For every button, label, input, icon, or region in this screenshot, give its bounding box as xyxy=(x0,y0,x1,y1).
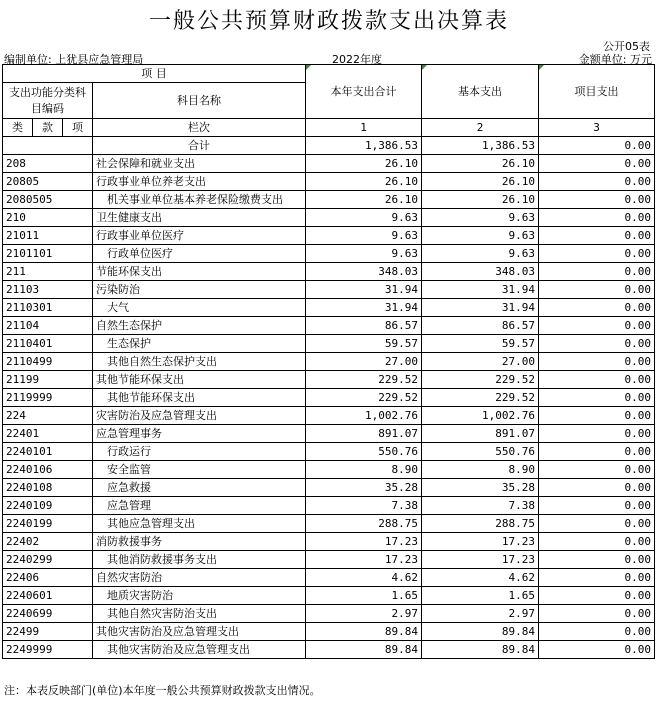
row-basic: 27.00 xyxy=(422,353,539,371)
row-subject-name: 安全监管 xyxy=(93,461,306,479)
compiling-unit: 编制单位: 上犹县应急管理局 xyxy=(4,53,144,66)
row-total: 26.10 xyxy=(306,191,422,209)
row-basic: 89.84 xyxy=(422,641,539,659)
row-project: 0.00 xyxy=(539,407,655,425)
row-subject-name: 自然生态保护 xyxy=(93,317,306,335)
row-code: 2249999 xyxy=(3,641,93,659)
row-total: 229.52 xyxy=(306,389,422,407)
row-total: 59.57 xyxy=(306,335,422,353)
row-subject-name: 地质灾害防治 xyxy=(93,587,306,605)
row-code: 2240299 xyxy=(3,551,93,569)
row-basic: 4.62 xyxy=(422,569,539,587)
row-total: 288.75 xyxy=(306,515,422,533)
row-code: 22406 xyxy=(3,569,93,587)
row-total: 26.10 xyxy=(306,173,422,191)
row-basic: 17.23 xyxy=(422,533,539,551)
row-code: 22499 xyxy=(3,623,93,641)
total-project: 0.00 xyxy=(539,137,655,155)
row-project: 0.00 xyxy=(539,335,655,353)
table-row xyxy=(3,569,655,587)
row-total: 229.52 xyxy=(306,371,422,389)
row-basic: 26.10 xyxy=(422,173,539,191)
row-total: 1,002.76 xyxy=(306,407,422,425)
total-label: 合计 xyxy=(93,137,306,155)
row-total: 9.63 xyxy=(306,227,422,245)
row-project: 0.00 xyxy=(539,227,655,245)
row-subject-name: 自然灾害防治 xyxy=(93,569,306,587)
row-project: 0.00 xyxy=(539,245,655,263)
footnote: 注：本表反映部门(单位)本年度一般公共预算财政拨款支出情况。 xyxy=(4,684,321,697)
row-subject-name: 节能环保支出 xyxy=(93,263,306,281)
table-row xyxy=(3,353,655,371)
row-project: 0.00 xyxy=(539,173,655,191)
table-row xyxy=(3,209,655,227)
row-total: 348.03 xyxy=(306,263,422,281)
row-total: 17.23 xyxy=(306,551,422,569)
total-amount: 1,386.53 xyxy=(306,137,422,155)
row-total: 26.10 xyxy=(306,155,422,173)
table-row xyxy=(3,533,655,551)
row-basic: 35.28 xyxy=(422,479,539,497)
row-basic: 229.52 xyxy=(422,371,539,389)
table-row xyxy=(3,497,655,515)
row-total: 17.23 xyxy=(306,533,422,551)
row-project: 0.00 xyxy=(539,533,655,551)
row-subject-name: 行政事业单位医疗 xyxy=(93,227,306,245)
table-row xyxy=(3,587,655,605)
row-subject-name: 其他自然生态保护支出 xyxy=(93,353,306,371)
header-kuan: 款 xyxy=(33,119,63,137)
row-total: 8.90 xyxy=(306,461,422,479)
table-row xyxy=(3,281,655,299)
row-basic: 59.57 xyxy=(422,335,539,353)
table-row xyxy=(3,407,655,425)
row-project: 0.00 xyxy=(539,443,655,461)
row-code: 22402 xyxy=(3,533,93,551)
row-basic: 9.63 xyxy=(422,209,539,227)
row-total: 89.84 xyxy=(306,623,422,641)
header-lanci: 栏次 xyxy=(93,119,306,137)
row-code: 21011 xyxy=(3,227,93,245)
table-row xyxy=(3,173,655,191)
header-item: 项 目 xyxy=(3,65,306,83)
row-subject-name: 社会保障和就业支出 xyxy=(93,155,306,173)
row-basic: 9.63 xyxy=(422,227,539,245)
row-code: 22401 xyxy=(3,425,93,443)
form-number: 公开05表 xyxy=(603,40,650,53)
row-subject-name: 其他灾害防治及应急管理支出 xyxy=(93,641,306,659)
row-basic: 89.84 xyxy=(422,623,539,641)
table-row xyxy=(3,227,655,245)
table-row xyxy=(3,605,655,623)
table-row xyxy=(3,443,655,461)
row-project: 0.00 xyxy=(539,551,655,569)
row-code: 2240106 xyxy=(3,461,93,479)
row-project: 0.00 xyxy=(539,641,655,659)
row-code: 2110301 xyxy=(3,299,93,317)
row-total: 2.97 xyxy=(306,605,422,623)
row-code: 2119999 xyxy=(3,389,93,407)
row-project: 0.00 xyxy=(539,263,655,281)
row-code: 2240109 xyxy=(3,497,93,515)
table-row xyxy=(3,641,655,659)
row-subject-name: 机关事业单位基本养老保险缴费支出 xyxy=(93,191,306,209)
col-number-1: 1 xyxy=(306,119,422,137)
row-project: 0.00 xyxy=(539,299,655,317)
row-project: 0.00 xyxy=(539,479,655,497)
row-total: 1.65 xyxy=(306,587,422,605)
row-total: 9.63 xyxy=(306,245,422,263)
row-project: 0.00 xyxy=(539,281,655,299)
total-basic: 1,386.53 xyxy=(422,137,539,155)
row-basic: 31.94 xyxy=(422,281,539,299)
row-subject-name: 其他灾害防治及应急管理支出 xyxy=(93,623,306,641)
row-code: 224 xyxy=(3,407,93,425)
row-basic: 9.63 xyxy=(422,245,539,263)
row-project: 0.00 xyxy=(539,461,655,479)
row-basic: 288.75 xyxy=(422,515,539,533)
row-basic: 229.52 xyxy=(422,389,539,407)
header-xiang: 项 xyxy=(63,119,93,137)
row-basic: 8.90 xyxy=(422,461,539,479)
row-basic: 891.07 xyxy=(422,425,539,443)
row-subject-name: 行政事业单位养老支出 xyxy=(93,173,306,191)
row-code: 21199 xyxy=(3,371,93,389)
row-subject-name: 其他节能环保支出 xyxy=(93,389,306,407)
table-row xyxy=(3,191,655,209)
row-project: 0.00 xyxy=(539,191,655,209)
row-code: 21103 xyxy=(3,281,93,299)
row-project: 0.00 xyxy=(539,389,655,407)
row-basic: 550.76 xyxy=(422,443,539,461)
table-row xyxy=(3,245,655,263)
row-subject-name: 应急管理事务 xyxy=(93,425,306,443)
table-row xyxy=(3,299,655,317)
row-subject-name: 其他消防救援事务支出 xyxy=(93,551,306,569)
table-row xyxy=(3,515,655,533)
table-row xyxy=(3,317,655,335)
row-code: 208 xyxy=(3,155,93,173)
row-basic: 348.03 xyxy=(422,263,539,281)
header-lei: 类 xyxy=(3,119,33,137)
row-basic: 86.57 xyxy=(422,317,539,335)
col-number-2: 2 xyxy=(422,119,539,137)
table-row xyxy=(3,551,655,569)
row-project: 0.00 xyxy=(539,209,655,227)
row-project: 0.00 xyxy=(539,353,655,371)
table-row xyxy=(3,425,655,443)
row-total: 27.00 xyxy=(306,353,422,371)
row-project: 0.00 xyxy=(539,155,655,173)
row-project: 0.00 xyxy=(539,569,655,587)
row-code: 2240101 xyxy=(3,443,93,461)
row-basic: 26.10 xyxy=(422,191,539,209)
header-func-code: 支出功能分类科目编码 xyxy=(3,83,93,119)
table-row xyxy=(3,263,655,281)
row-code: 2080505 xyxy=(3,191,93,209)
row-code: 2110499 xyxy=(3,353,93,371)
row-basic: 7.38 xyxy=(422,497,539,515)
row-total: 550.76 xyxy=(306,443,422,461)
row-subject-name: 污染防治 xyxy=(93,281,306,299)
table-row xyxy=(3,335,655,353)
row-basic: 1.65 xyxy=(422,587,539,605)
amount-unit: 金额单位: 万元 xyxy=(578,53,652,66)
row-code: 2240699 xyxy=(3,605,93,623)
row-total: 4.62 xyxy=(306,569,422,587)
row-basic: 31.94 xyxy=(422,299,539,317)
row-subject-name: 灾害防治及应急管理支出 xyxy=(93,407,306,425)
row-total: 89.84 xyxy=(306,641,422,659)
row-subject-name: 其他应急管理支出 xyxy=(93,515,306,533)
row-basic: 1,002.76 xyxy=(422,407,539,425)
row-code: 21104 xyxy=(3,317,93,335)
row-basic: 26.10 xyxy=(422,155,539,173)
row-code: 210 xyxy=(3,209,93,227)
row-basic: 2.97 xyxy=(422,605,539,623)
row-code: 2240199 xyxy=(3,515,93,533)
row-subject-name: 行政运行 xyxy=(93,443,306,461)
row-total: 31.94 xyxy=(306,281,422,299)
fiscal-year: 2022年度 xyxy=(332,53,382,66)
row-project: 0.00 xyxy=(539,497,655,515)
table-row xyxy=(3,389,655,407)
row-total: 35.28 xyxy=(306,479,422,497)
table-row xyxy=(3,479,655,497)
row-total: 7.38 xyxy=(306,497,422,515)
table-row xyxy=(3,371,655,389)
row-code: 2110401 xyxy=(3,335,93,353)
expenditure-table xyxy=(2,64,655,659)
table-row xyxy=(3,623,655,641)
row-basic: 17.23 xyxy=(422,551,539,569)
row-subject-name: 应急救援 xyxy=(93,479,306,497)
row-subject-name: 其他自然灾害防治支出 xyxy=(93,605,306,623)
header-project: 项目支出 xyxy=(539,65,655,119)
row-subject-name: 生态保护 xyxy=(93,335,306,353)
row-subject-name: 大气 xyxy=(93,299,306,317)
row-code: 2240108 xyxy=(3,479,93,497)
row-project: 0.00 xyxy=(539,371,655,389)
row-project: 0.00 xyxy=(539,515,655,533)
row-total: 31.94 xyxy=(306,299,422,317)
row-subject-name: 消防救援事务 xyxy=(93,533,306,551)
page-title: 一般公共预算财政拨款支出决算表 xyxy=(148,9,509,34)
row-code: 20805 xyxy=(3,173,93,191)
row-total: 9.63 xyxy=(306,209,422,227)
row-project: 0.00 xyxy=(539,623,655,641)
table-row xyxy=(3,155,655,173)
col-number-3: 3 xyxy=(539,119,655,137)
row-code: 2240601 xyxy=(3,587,93,605)
row-subject-name: 行政单位医疗 xyxy=(93,245,306,263)
row-subject-name: 应急管理 xyxy=(93,497,306,515)
header-basic: 基本支出 xyxy=(422,65,539,119)
row-project: 0.00 xyxy=(539,605,655,623)
table-row xyxy=(3,461,655,479)
row-code: 211 xyxy=(3,263,93,281)
row-project: 0.00 xyxy=(539,587,655,605)
row-code: 2101101 xyxy=(3,245,93,263)
header-subject-name: 科目名称 xyxy=(93,83,306,119)
row-project: 0.00 xyxy=(539,317,655,335)
row-subject-name: 其他节能环保支出 xyxy=(93,371,306,389)
row-total: 891.07 xyxy=(306,425,422,443)
row-subject-name: 卫生健康支出 xyxy=(93,209,306,227)
row-total: 86.57 xyxy=(306,317,422,335)
row-project: 0.00 xyxy=(539,425,655,443)
header-total: 本年支出合计 xyxy=(306,65,422,119)
